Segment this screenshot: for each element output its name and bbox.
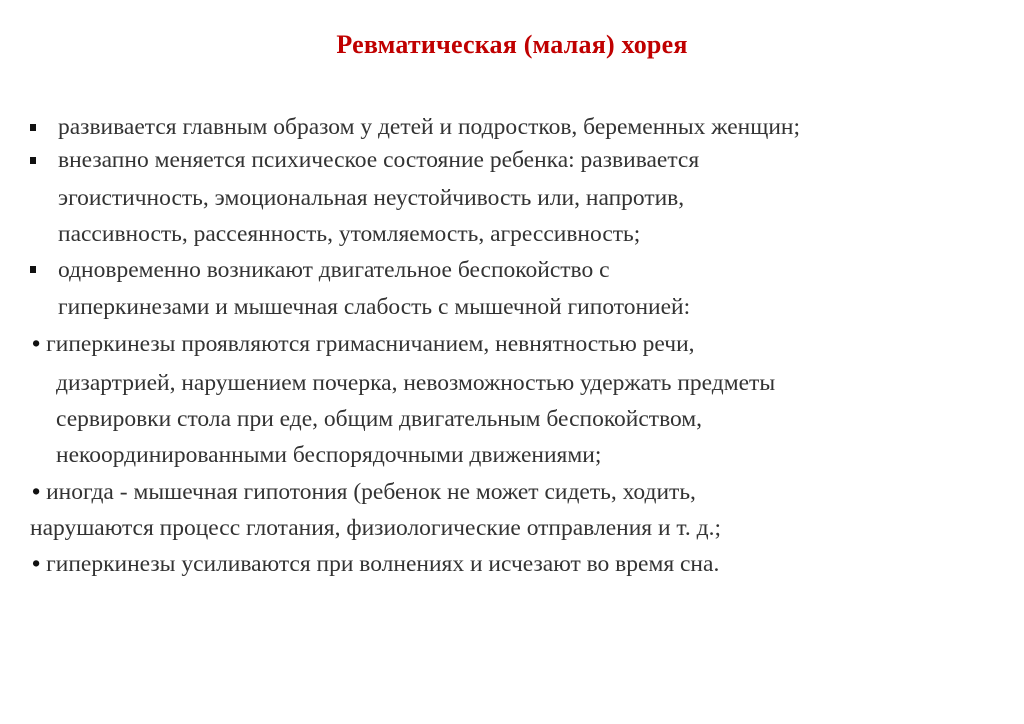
slide-title: Ревматическая (малая) хорея <box>336 30 688 59</box>
dot-bullet: • <box>32 331 41 357</box>
text-line: нарушаются процесс глотания, физиологические отправления и т. д.; <box>30 515 722 541</box>
square-bullet <box>30 124 36 131</box>
text-line: гиперкинезами и мышечная слабость с мышечной гипотонией: <box>58 294 691 320</box>
text-line: гиперкинезы усиливаются при волнениях и исчезают во время сна. <box>46 551 720 577</box>
text-line: эгоистичность, эмоциональная неустойчивость или, напротив, <box>58 185 685 211</box>
bullet-line <box>32 549 719 579</box>
text-line: пассивность, рассеянность, утомляемость, агрессивность; <box>58 221 641 247</box>
text-line: дизартрией, нарушением почерка, невозможностью удержать предметы <box>56 370 776 396</box>
text-line: внезапно меняется психическое состояние ребенка: развивается <box>58 147 700 173</box>
text-line: одновременно возникают двигательное беспокойство с <box>58 257 610 283</box>
square-bullet <box>30 266 36 273</box>
text-line: гиперкинезы проявляются гримасничанием, невнятностью речи, <box>46 331 695 357</box>
text-line: иногда - мышечная гипотония (ребенок не может сидеть, ходить, <box>46 479 696 505</box>
dot-bullet: • <box>32 551 41 577</box>
bullet-line <box>32 477 696 507</box>
text-line: развивается главным образом у детей и подростков, беременных женщин; <box>58 114 801 140</box>
dot-bullet: • <box>32 479 41 505</box>
text-line: некоординированными беспорядочными движениями; <box>56 442 602 468</box>
square-bullet <box>30 157 36 164</box>
bullet-line <box>32 329 695 359</box>
text-line: сервировки стола при еде, общим двигательным беспокойством, <box>56 406 703 432</box>
